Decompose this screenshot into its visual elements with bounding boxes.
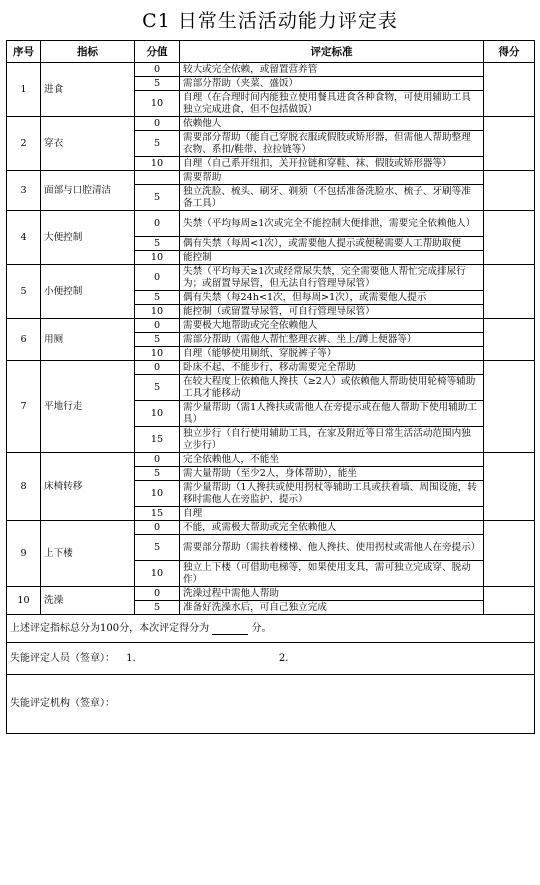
score-value: 10 [135,157,180,171]
score-value: 5 [135,185,180,211]
result-cell[interactable] [484,361,535,453]
item-name: 床椅转移 [41,453,135,521]
item-name: 小便控制 [41,265,135,319]
table-row [7,265,535,291]
header-no: 序号 [7,41,41,63]
table-footer [7,615,535,734]
result-cell[interactable] [484,319,535,361]
standard-text: 能控制（或留置导尿管，可自行管理导尿管） [180,305,484,319]
total-unit: 分。 [251,622,272,634]
table-row [7,211,535,237]
assessor-1: 1. [126,652,136,664]
item-name: 洗澡 [41,587,135,615]
result-cell[interactable] [484,171,535,211]
item-number: 3 [7,171,41,211]
standard-text: 需要帮助 [180,171,484,185]
score-value: 0 [135,521,180,535]
score-value: 0 [135,63,180,77]
item-name: 用厕 [41,319,135,361]
standard-text: 需要极大地帮助或完全依赖他人 [180,319,484,333]
table-row [7,63,535,77]
header-score: 分值 [135,41,180,63]
standard-text: 依赖他人 [180,117,484,131]
standard-text: 能控制 [180,251,484,265]
result-cell[interactable] [484,587,535,615]
score-value: 10 [135,401,180,427]
standard-text: 需部分帮助（需他人帮忙整理衣裤、坐上/蹲上便器等） [180,333,484,347]
score-value: 10 [135,251,180,265]
total-score-field[interactable] [212,624,248,635]
standard-text: 卧床不起、不能步行、移动需要完全帮助 [180,361,484,375]
score-value: 5 [135,467,180,481]
item-number: 8 [7,453,41,521]
item-name: 大便控制 [41,211,135,265]
item-number: 10 [7,587,41,615]
header-result: 得分 [484,41,535,63]
result-cell[interactable] [484,453,535,521]
result-cell[interactable] [484,265,535,319]
score-value: 0 [135,117,180,131]
score-value: 0 [135,453,180,467]
item-number: 1 [7,63,41,117]
standard-text: 失禁（平均每天≥1次或经常尿失禁，完全需要他人帮忙完成排尿行为；或留置导尿管，但无法自行管理导尿管） [180,265,484,291]
item-name: 上下楼 [41,521,135,587]
score-value: 10 [135,91,180,117]
table-row [7,361,535,375]
assessor-row [7,643,535,675]
score-value: 15 [135,507,180,521]
item-name: 穿衣 [41,117,135,171]
assessor-cell[interactable] [7,643,535,675]
total-cell [7,615,535,643]
standard-text: 偶有失禁（每周<1次），或需要他人提示或便秘需要人工帮助取便 [180,237,484,251]
score-value: 5 [135,131,180,157]
item-name: 平地行走 [41,361,135,453]
standard-text: 自理（自己系开纽扣，关开拉链和穿鞋、袜、假肢或矫形器等） [180,157,484,171]
standard-text: 需少量帮助（需1人搀扶或需他人在旁提示或在他人帮助下使用辅助工具） [180,401,484,427]
header-item: 指标 [41,41,135,63]
score-value [135,171,180,185]
header-standard: 评定标准 [180,41,484,63]
item-number: 2 [7,117,41,171]
score-value: 0 [135,361,180,375]
score-value: 0 [135,211,180,237]
item-number: 5 [7,265,41,319]
item-name: 面部与口腔清洁 [41,171,135,211]
result-cell[interactable] [484,63,535,117]
score-value: 10 [135,347,180,361]
score-value: 15 [135,427,180,453]
score-value: 0 [135,587,180,601]
standard-text: 失禁（平均每周≥1次或完全不能控制大便排泄，需要完全依赖他人） [180,211,484,237]
score-value: 5 [135,237,180,251]
assessor-label: 失能评定人员（签章）： [10,652,115,664]
adl-assessment-table [6,40,535,734]
standard-text: 需部分帮助（夹菜、盛饭） [180,77,484,91]
score-value: 5 [135,375,180,401]
standard-text: 需大量帮助（至少2人，身体帮助），能坐 [180,467,484,481]
org-label: 失能评定机构（签章）： [10,698,115,709]
org-cell[interactable] [7,675,535,734]
assessor-2: 2. [278,652,289,664]
item-number: 9 [7,521,41,587]
standard-text: 在较大程度上依赖他人搀扶（≥2人）或依赖他人帮助使用轮椅等辅助工具才能移动 [180,375,484,401]
score-value: 5 [135,333,180,347]
score-value: 10 [135,305,180,319]
total-row [7,615,535,643]
score-value: 0 [135,265,180,291]
score-value: 5 [135,535,180,561]
score-value: 5 [135,77,180,91]
table-row [7,521,535,535]
item-name: 进食 [41,63,135,117]
score-value: 10 [135,481,180,507]
standard-text: 独立步行（自行使用辅助工具，在家及附近等日常生活活动范围内独立步行） [180,427,484,453]
table-row [7,171,535,185]
standard-text: 需要部分帮助（能自己穿脱衣服或假肢或矫形器，但需他人帮助整理衣物、系扣/鞋带、拉拉链等） [180,131,484,157]
standard-text: 需要部分帮助（需扶着楼梯、他人搀扶、使用拐杖或需他人在旁提示） [180,535,484,561]
result-cell[interactable] [484,211,535,265]
score-value: 0 [135,319,180,333]
score-value: 10 [135,561,180,587]
org-row [7,675,535,734]
standard-text: 自理（能够使用厕纸、穿脱裤子等） [180,347,484,361]
table-row [7,319,535,333]
standard-text: 自理 [180,507,484,521]
score-value: 5 [135,291,180,305]
table-row [7,117,535,131]
item-number: 4 [7,211,41,265]
item-number: 6 [7,319,41,361]
result-cell[interactable] [484,521,535,587]
table-header-row [7,41,535,63]
table-row [7,453,535,467]
standard-text: 自理（在合理时间内能独立使用餐具进食各种食物，可使用辅助工具独立完成进食，但不包括做饭） [180,91,484,117]
standard-text: 较大或完全依赖，或留置营养管 [180,63,484,77]
item-number: 7 [7,361,41,453]
standard-text: 完全依赖他人，不能坐 [180,453,484,467]
standard-text: 准备好洗澡水后，可自己独立完成 [180,601,484,615]
standard-text: 不能，或需极大帮助或完全依赖他人 [180,521,484,535]
score-value: 5 [135,601,180,615]
total-text: 上述评定指标总分为100分，本次评定得分为 [10,622,210,634]
table-row [7,587,535,601]
standard-text: 需少量帮助（1人搀扶或使用拐杖等辅助工具或扶着墙、周围设施，转移时需他人在旁监护、提示） [180,481,484,507]
result-cell[interactable] [484,117,535,171]
standard-text: 独立洗脸、梳头、刷牙、剃须（不包括准备洗脸水、梳子、牙刷等准备工具） [180,185,484,211]
table-body [7,63,535,615]
standard-text: 独立上下楼（可借助电梯等，如果使用支具，需可独立完成穿、脱动作） [180,561,484,587]
form-title: C1 日常生活活动能力评定表 [142,10,398,32]
standard-text: 偶有失禁（每24h<1次，但每周>1次），或需要他人提示 [180,291,484,305]
standard-text: 洗澡过程中需他人帮助 [180,587,484,601]
